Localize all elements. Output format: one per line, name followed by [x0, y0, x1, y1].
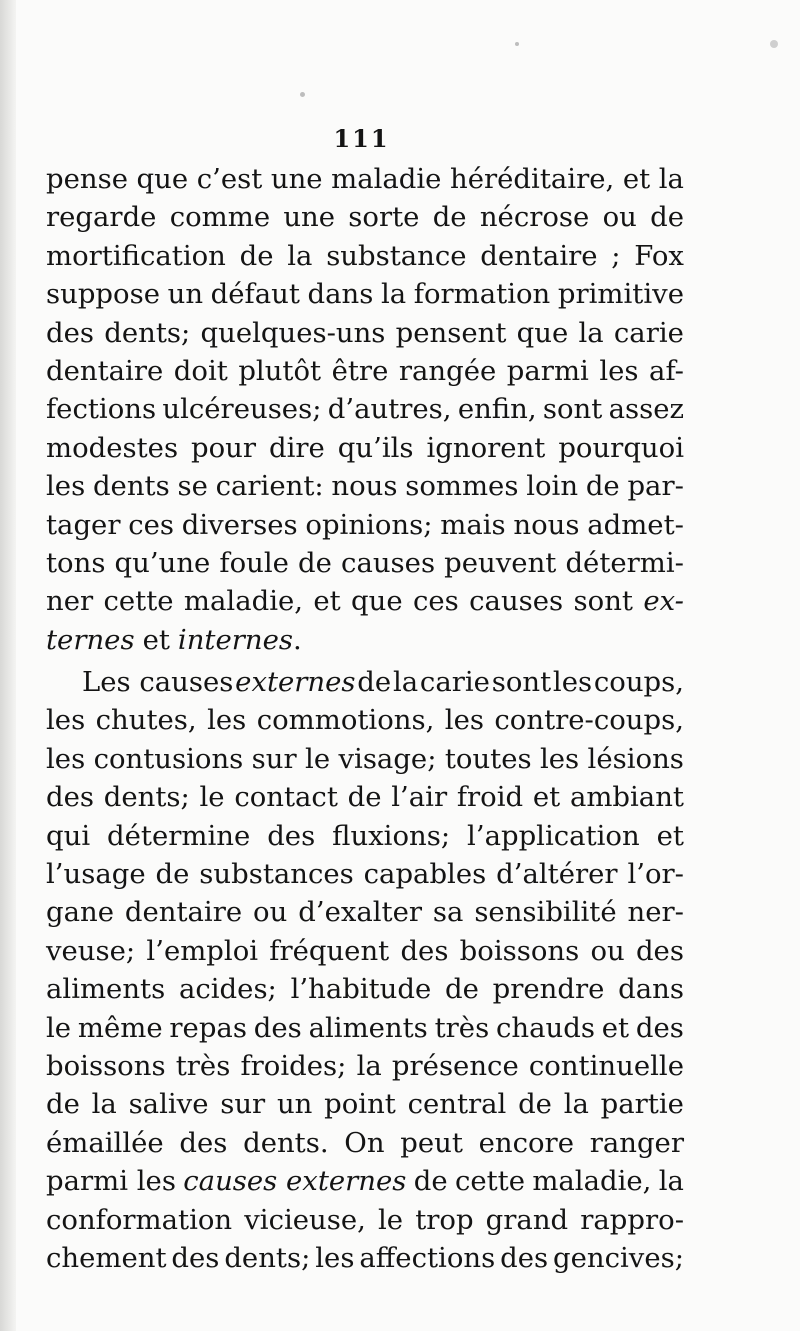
word: causes	[469, 585, 564, 618]
word: capables	[363, 858, 487, 891]
word: fections	[46, 393, 157, 426]
word: les	[46, 742, 86, 775]
word: carie	[419, 666, 490, 699]
text-line	[46, 198, 684, 236]
word: sa	[432, 896, 464, 929]
word: fluxions;	[332, 819, 451, 852]
word: loin	[526, 470, 579, 503]
word: la	[91, 1088, 117, 1121]
word: peut	[400, 1126, 463, 1159]
word: les	[315, 1241, 355, 1274]
word: les	[46, 470, 86, 503]
word: gane	[46, 896, 114, 929]
text-line	[46, 582, 684, 620]
word: qu’ils	[337, 431, 414, 464]
word: des	[635, 934, 684, 967]
word: foule	[219, 546, 289, 579]
word: sensibilité	[474, 896, 617, 929]
word: très	[434, 1011, 490, 1044]
word: dans	[618, 973, 684, 1006]
word: dents;	[224, 1241, 311, 1274]
word: affections	[359, 1241, 496, 1274]
word: formation	[413, 278, 551, 311]
text-line	[46, 817, 684, 855]
word: aliments	[46, 973, 166, 1006]
word: ignorent	[426, 431, 546, 464]
word: des	[46, 781, 94, 814]
word: des	[253, 1011, 302, 1044]
italic-text: internes	[177, 623, 293, 656]
word: détermi-	[565, 546, 684, 579]
word: la	[578, 316, 604, 349]
word: par-	[627, 470, 684, 503]
word: sorte	[348, 201, 420, 234]
word: des	[267, 819, 316, 852]
word: nous	[331, 470, 398, 503]
word: acides;	[178, 973, 277, 1006]
paper-speck	[515, 42, 519, 46]
line-text: et	[142, 623, 170, 656]
text-line	[46, 855, 684, 893]
word: se	[177, 470, 208, 503]
word: maladie	[331, 163, 442, 195]
word: les	[444, 704, 484, 737]
word: c’est	[196, 163, 263, 195]
word: vicieuse,	[244, 1203, 366, 1236]
word: cette	[103, 585, 174, 618]
word: de	[347, 781, 382, 814]
word: commotions,	[256, 704, 435, 737]
word: le	[199, 781, 225, 814]
word: coups,	[593, 666, 684, 699]
word: très	[175, 1049, 231, 1082]
word: doit	[173, 354, 228, 387]
text-line	[46, 1085, 684, 1123]
word: nous	[513, 508, 580, 541]
text-line	[46, 1009, 684, 1047]
word: héréditaire,	[450, 163, 615, 195]
word: cette	[454, 1165, 525, 1198]
word: maladie,	[532, 1165, 652, 1198]
word: maladie,	[183, 585, 303, 618]
word: de	[155, 858, 190, 891]
word: d’altérer	[496, 858, 618, 891]
word: diverses	[181, 508, 298, 541]
paragraph-2	[46, 663, 684, 1277]
word: pour	[191, 431, 257, 464]
text-line	[46, 237, 684, 275]
word: fréquent	[269, 934, 390, 967]
word: les	[46, 704, 86, 737]
word: qu’une	[114, 546, 211, 579]
word: toutes	[444, 742, 532, 775]
word: le	[46, 1011, 72, 1044]
word: contusions	[93, 742, 244, 775]
line-text: parmi les	[46, 1165, 176, 1198]
paragraph-1	[46, 160, 684, 659]
word: de	[650, 201, 684, 234]
word: l’or-	[627, 858, 684, 891]
word: dans	[307, 278, 374, 311]
word: dire	[269, 431, 325, 464]
word: l’air	[391, 781, 448, 814]
word: d’autres,	[327, 393, 452, 426]
word: sommes	[405, 470, 519, 503]
word: de	[413, 1165, 448, 1198]
word: et	[532, 781, 561, 814]
text-line	[46, 1239, 684, 1277]
word: dentaire	[480, 239, 598, 272]
word: émaillée	[46, 1126, 164, 1159]
word: causes	[341, 546, 436, 579]
word: de	[518, 1088, 552, 1121]
italic-text: externes	[235, 666, 356, 699]
word: aliments	[308, 1011, 428, 1044]
word: visage;	[338, 742, 437, 775]
word: ces	[413, 585, 459, 618]
word: des	[500, 1241, 549, 1274]
italic-text: ternes	[46, 623, 135, 656]
word: de	[432, 201, 467, 234]
word: des	[635, 1011, 684, 1044]
word: des	[171, 1241, 220, 1274]
paper-speck	[300, 92, 305, 97]
word: sur	[220, 1088, 266, 1121]
text-line	[46, 352, 684, 390]
word: sur	[251, 742, 297, 775]
word: contact	[234, 781, 338, 814]
word: ou	[253, 896, 288, 929]
text-line	[46, 544, 684, 582]
word: des	[46, 316, 94, 349]
text-line	[46, 1201, 684, 1239]
word: pense	[46, 163, 128, 195]
word: de	[298, 546, 332, 579]
word: que	[136, 163, 189, 195]
word: ner	[46, 585, 94, 618]
word: substances	[199, 858, 354, 891]
word: nécrose	[479, 201, 590, 234]
page-gutter-shadow	[0, 0, 16, 1331]
word: l’emploi	[146, 934, 259, 967]
word: dents;	[103, 781, 190, 814]
word: boissons	[46, 1049, 166, 1082]
word: assez	[608, 393, 684, 426]
word: partie	[600, 1088, 684, 1121]
word: encore	[478, 1126, 574, 1159]
line-text: Les causes	[82, 666, 234, 699]
word: On	[344, 1126, 385, 1159]
word: dents	[92, 470, 170, 503]
word: un	[276, 1088, 313, 1121]
text-line	[46, 506, 684, 544]
word: chauds	[496, 1011, 595, 1044]
word: et	[622, 163, 651, 195]
word: quelques-uns	[200, 316, 386, 349]
text-line	[46, 663, 684, 701]
word: modestes	[46, 431, 179, 464]
word: et	[656, 819, 684, 852]
word: contre-coups,	[494, 704, 684, 737]
word: rappro-	[580, 1203, 684, 1236]
text-line	[46, 932, 684, 970]
word: gencives;	[553, 1241, 684, 1274]
line-text: .	[292, 623, 302, 656]
word: froides;	[240, 1049, 347, 1082]
word: peuvent	[444, 546, 557, 579]
text-line	[46, 275, 684, 313]
word: ambiant	[569, 781, 684, 814]
word: ulcéreuses;	[162, 393, 322, 426]
page-number: 111	[333, 124, 390, 153]
word: ou	[602, 201, 637, 234]
word: rangée	[398, 354, 497, 387]
word: l’habitude	[290, 973, 432, 1006]
word: veuse;	[46, 934, 136, 967]
word: un	[167, 278, 204, 311]
word: boissons	[459, 934, 580, 967]
word: le	[378, 1203, 404, 1236]
word: continuelle	[528, 1049, 684, 1082]
text-line	[46, 1047, 684, 1085]
word: et	[601, 1011, 630, 1044]
word: mais	[440, 508, 506, 541]
word: grand	[485, 1203, 569, 1236]
word: sont	[491, 666, 552, 699]
word: des	[400, 934, 449, 967]
word: prendre	[492, 973, 605, 1006]
word: défaut	[210, 278, 300, 311]
word: les	[539, 742, 580, 775]
word: que	[516, 316, 569, 349]
text-line	[46, 467, 684, 505]
word: de	[445, 973, 479, 1006]
word: que	[351, 585, 403, 618]
text-line	[46, 701, 684, 739]
word: la	[563, 1088, 589, 1121]
word: tons	[46, 546, 106, 579]
text-line	[46, 314, 684, 352]
word: mortification	[46, 239, 226, 272]
word: plutôt	[238, 354, 322, 387]
text-line	[46, 970, 684, 1008]
word: la	[658, 163, 684, 195]
word: admet-	[587, 508, 684, 541]
word: Fox	[634, 239, 684, 272]
word: le	[305, 742, 331, 775]
word: sont	[542, 393, 603, 426]
word: dents;	[104, 316, 191, 349]
word: lésions	[587, 742, 684, 775]
word: sont	[573, 585, 633, 618]
word: ces	[128, 508, 175, 541]
word: comme	[169, 201, 271, 234]
word: repas	[169, 1011, 247, 1044]
word: carient:	[215, 470, 324, 503]
word: présence	[391, 1049, 519, 1082]
word: la	[287, 239, 313, 272]
word: même	[77, 1011, 163, 1044]
word: une	[283, 201, 336, 234]
word: point	[324, 1088, 396, 1121]
word: qui	[46, 819, 91, 852]
word: pensent	[395, 316, 507, 349]
word: et	[313, 585, 341, 618]
word: de	[585, 470, 620, 503]
text-line	[46, 160, 684, 198]
word: la	[380, 278, 407, 311]
word: détermine	[107, 819, 251, 852]
word: être	[331, 354, 389, 387]
word: de	[239, 239, 274, 272]
word: enfin,	[457, 393, 537, 426]
word: dentaire	[124, 896, 243, 929]
word: central	[407, 1088, 507, 1121]
word: af-	[649, 354, 684, 387]
word: la	[356, 1049, 382, 1082]
word: chement	[46, 1241, 167, 1274]
word: la	[658, 1165, 684, 1198]
word: trop	[415, 1203, 474, 1236]
word: tager	[46, 508, 121, 541]
word: de	[46, 1088, 80, 1121]
text-line	[46, 390, 684, 428]
word: primitive	[557, 278, 684, 311]
word: des	[179, 1126, 228, 1159]
word: une	[270, 163, 323, 195]
paper-speck	[770, 40, 778, 48]
italic-text: ex-	[643, 585, 684, 618]
text-line	[46, 778, 684, 816]
word: dents.	[243, 1126, 329, 1159]
word: l’application	[467, 819, 640, 852]
word: de	[357, 666, 392, 699]
text-line	[46, 1162, 684, 1200]
text-line	[46, 429, 684, 467]
word: ranger	[589, 1126, 684, 1159]
word: ou	[590, 934, 625, 967]
word: suppose	[46, 278, 160, 311]
word: substance	[326, 239, 467, 272]
word: opinions;	[305, 508, 433, 541]
word: l’usage	[46, 858, 146, 891]
word: conformation	[46, 1203, 233, 1236]
body-text	[46, 160, 684, 1277]
word: froid	[456, 781, 524, 814]
word: regarde	[46, 201, 157, 234]
text-line	[46, 893, 684, 931]
text-line	[46, 740, 684, 778]
word: chutes,	[95, 704, 197, 737]
word: salive	[128, 1088, 209, 1121]
word: carie	[613, 316, 684, 349]
word: les	[599, 354, 639, 387]
word: pourquoi	[558, 431, 684, 464]
word: d’exalter	[298, 896, 423, 929]
word: dentaire	[46, 354, 164, 387]
word: parmi	[506, 354, 589, 387]
text-line	[46, 621, 684, 659]
text-line	[46, 1124, 684, 1162]
italic-text: causes externes	[183, 1165, 407, 1198]
word: les	[207, 704, 247, 737]
word: les	[552, 666, 593, 699]
word: la	[392, 666, 419, 699]
word: ;	[611, 239, 621, 272]
word: ner-	[627, 896, 684, 929]
